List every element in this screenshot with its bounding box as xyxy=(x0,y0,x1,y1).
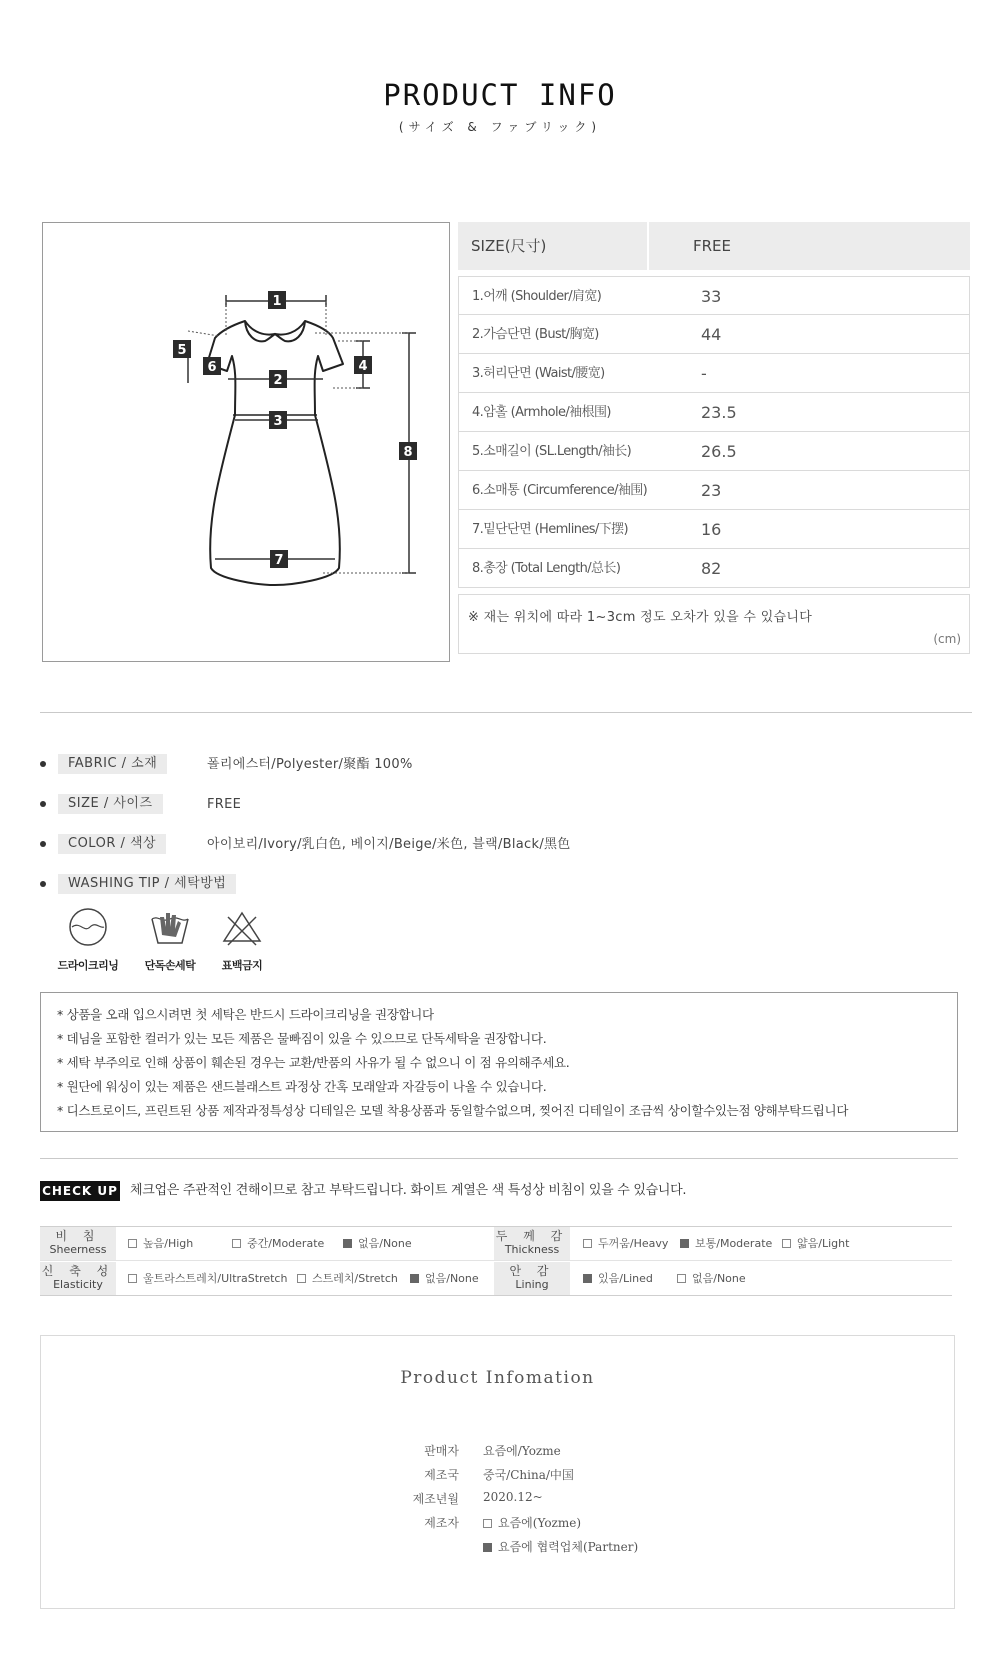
care-notice xyxy=(40,992,958,1132)
size-row-value: 16 xyxy=(701,520,722,539)
size-diagram xyxy=(42,222,450,662)
option: 없음/None xyxy=(410,1272,479,1286)
checkbox-icon xyxy=(297,1274,306,1283)
washing-label: 표백금지 xyxy=(221,959,263,972)
spec-tag: SIZE / 사이즈 xyxy=(58,794,163,814)
size-row-value: 82 xyxy=(701,559,722,578)
checkbox-icon xyxy=(232,1239,241,1248)
size-row-label: 3.허리단면 (Waist/腰宽) xyxy=(472,366,605,381)
marker-6 xyxy=(203,357,221,375)
spec-tag: FABRIC / 소재 xyxy=(58,754,167,774)
divider xyxy=(40,712,972,713)
size-row xyxy=(458,315,970,354)
size-row xyxy=(458,276,970,315)
size-row xyxy=(458,354,970,393)
maker-option: 요즘에 협력업체(Partner) xyxy=(483,1538,638,1555)
property-ko: 안 감 xyxy=(509,1264,555,1278)
size-row xyxy=(458,471,970,510)
marker-8 xyxy=(399,442,417,460)
no-bleach-icon xyxy=(220,905,264,949)
washing-item xyxy=(202,905,282,973)
page-title: PRODUCT INFO xyxy=(383,78,617,112)
option: 높음/High xyxy=(128,1237,193,1251)
notice-line: * 데님을 포함한 컬러가 있는 모든 제품은 물빠짐이 있을 수 있으므로 단독세탁을 권장합니다. xyxy=(57,1031,547,1046)
property-ko: 두 께 감 xyxy=(495,1229,569,1243)
svg-text:7: 7 xyxy=(274,553,284,568)
size-row-label: 8.총장 (Total Length/总长) xyxy=(472,561,621,576)
size-unit: (cm) xyxy=(933,632,961,646)
option: 없음/None xyxy=(343,1237,412,1251)
dry-cleaning-icon xyxy=(66,905,110,949)
page-subtitle: (サイズ & ファブリック) xyxy=(398,120,602,134)
property-en: Lining xyxy=(515,1278,549,1291)
property-sheerness xyxy=(40,1227,116,1260)
bullet xyxy=(40,761,46,767)
bullet xyxy=(40,881,46,887)
dress-illustration xyxy=(43,223,451,663)
product-information xyxy=(40,1335,955,1609)
option: 중간/Moderate xyxy=(232,1237,324,1251)
seller-value: 요즘에/Yozme xyxy=(483,1444,561,1458)
size-note xyxy=(458,594,970,654)
checkbox-checked-icon xyxy=(680,1239,689,1248)
spec-tag: COLOR / 색상 xyxy=(58,834,166,854)
checkup-badge: CHECK UP xyxy=(40,1181,120,1201)
size-table xyxy=(458,222,970,654)
maker-option: 요즘에(Yozme) xyxy=(483,1514,581,1531)
checkbox-icon xyxy=(128,1239,137,1248)
size-note-text: ※ 재는 위치에 따라 1~3cm 정도 오차가 있을 수 있습니다 xyxy=(468,610,813,625)
size-row xyxy=(458,549,970,588)
size-row-value: 23 xyxy=(701,481,722,500)
washing-item xyxy=(130,905,210,973)
spec-text: 아이보리/Ivory/乳白色, 베이지/Beige/米色, 블랙/Black/黑色 xyxy=(207,837,571,852)
checkbox-icon xyxy=(677,1274,686,1283)
svg-text:4: 4 xyxy=(358,359,368,374)
spec-fabric xyxy=(40,754,940,778)
option: 있음/Lined xyxy=(583,1272,653,1286)
size-row-label: 2.가슴단면 (Bust/胸宽) xyxy=(472,327,599,342)
property-en: Elasticity xyxy=(53,1278,103,1291)
notice-line: * 디스트로이드, 프린트된 상품 제작과정특성상 디테일은 모델 착용상품과 동일할수없으며, 찢어진 디테일이 조금씩 상이할수있는점 양해부탁드립니다 xyxy=(57,1103,849,1118)
property-ko: 신 축 성 xyxy=(41,1264,115,1278)
marker-1 xyxy=(268,291,286,309)
checkbox-icon xyxy=(483,1519,492,1528)
spec-tag: WASHING TIP / 세탁방법 xyxy=(58,874,236,894)
marker-4 xyxy=(354,356,372,374)
option: 없음/None xyxy=(677,1272,746,1286)
option: 보통/Moderate xyxy=(680,1237,772,1251)
bullet xyxy=(40,801,46,807)
size-row-label: 1.어깨 (Shoulder/肩宽) xyxy=(472,289,602,304)
checkbox-icon xyxy=(128,1274,137,1283)
maker-label: 제조자 xyxy=(424,1516,459,1530)
checkbox-checked-icon xyxy=(410,1274,419,1283)
notice-line: * 세탁 부주의로 인해 상품이 훼손된 경우는 교환/반품의 사유가 될 수 없으니 이 점 유의해주세요. xyxy=(57,1055,570,1070)
property-thickness xyxy=(494,1227,570,1260)
checkbox-checked-icon xyxy=(583,1274,592,1283)
checkbox-icon xyxy=(583,1239,592,1248)
checkup-text: 체크업은 주관적인 견해이므로 참고 부탁드립니다. 화이트 계열은 색 특성상 비침이 있을 수 있습니다. xyxy=(130,1183,687,1198)
washing-item xyxy=(48,905,128,973)
svg-text:5: 5 xyxy=(177,343,187,358)
size-row-label: 4.암홀 (Armhole/袖根围) xyxy=(472,405,611,420)
size-row-value: 33 xyxy=(701,287,722,306)
option: 두꺼움/Heavy xyxy=(583,1237,668,1251)
origin-value: 중국/China/中国 xyxy=(483,1468,574,1482)
svg-text:3: 3 xyxy=(273,414,283,429)
marker-5 xyxy=(173,340,191,358)
size-table-header xyxy=(458,222,970,270)
size-row-label: 6.소매통 (Circumference/袖围) xyxy=(472,483,648,498)
divider xyxy=(40,1158,958,1159)
spec-washing xyxy=(40,874,940,898)
seller-label: 판매자 xyxy=(424,1444,459,1458)
property-lining xyxy=(494,1262,570,1295)
size-row-value: 26.5 xyxy=(701,442,737,461)
hand-wash-icon xyxy=(148,905,192,949)
fabric-properties xyxy=(40,1226,952,1296)
size-header-free: FREE xyxy=(693,237,732,255)
size-row-value: - xyxy=(701,364,707,383)
bullet xyxy=(40,841,46,847)
notice-line: * 상품을 오래 입으시려면 첫 세탁은 반드시 드라이크리닝을 권장합니다 xyxy=(57,1007,434,1022)
washing-label: 드라이크리닝 xyxy=(57,959,119,972)
marker-7 xyxy=(270,550,288,568)
property-en: Sheerness xyxy=(49,1243,107,1256)
svg-text:8: 8 xyxy=(403,445,413,460)
marker-3 xyxy=(269,411,287,429)
spec-text: FREE xyxy=(207,797,242,812)
marker-2 xyxy=(269,370,287,388)
size-row-value: 44 xyxy=(701,325,722,344)
date-value: 2020.12~ xyxy=(483,1490,543,1504)
size-row-label: 7.밑단단면 (Hemlines/下摆) xyxy=(472,522,628,537)
svg-text:6: 6 xyxy=(207,360,217,375)
date-label: 제조년월 xyxy=(412,1492,459,1506)
size-row-label: 5.소매길이 (SL.Length/袖长) xyxy=(472,444,632,459)
checkbox-icon xyxy=(782,1239,791,1248)
notice-line: * 원단에 워싱이 있는 제품은 샌드블래스트 과정상 간혹 모래알과 자갈등이 나올 수 있습니다. xyxy=(57,1079,547,1094)
property-en: Thickness xyxy=(504,1243,560,1256)
origin-label: 제조국 xyxy=(424,1468,459,1482)
option: 울트라스트레치/UltraStretch xyxy=(128,1272,287,1286)
size-header-label: SIZE(尺寸) xyxy=(458,222,649,270)
spec-text: 폴리에스터/Polyester/聚酯 100% xyxy=(207,757,413,772)
row-divider xyxy=(40,1260,952,1261)
option: 스트레치/Stretch xyxy=(297,1272,398,1286)
svg-text:2: 2 xyxy=(273,373,283,388)
size-row xyxy=(458,393,970,432)
svg-text:1: 1 xyxy=(272,294,282,309)
checkbox-checked-icon xyxy=(343,1239,352,1248)
option: 얇음/Light xyxy=(782,1237,849,1251)
washing-label: 단독손세탁 xyxy=(144,959,196,972)
spec-size xyxy=(40,794,940,818)
property-ko: 비 침 xyxy=(55,1229,101,1243)
size-row-value: 23.5 xyxy=(701,403,737,422)
property-elasticity xyxy=(40,1262,116,1295)
product-info-title: Product Infomation xyxy=(400,1368,595,1388)
size-row xyxy=(458,432,970,471)
size-row xyxy=(458,510,970,549)
dress-outline xyxy=(207,321,343,585)
spec-color xyxy=(40,834,940,858)
checkbox-checked-icon xyxy=(483,1543,492,1552)
